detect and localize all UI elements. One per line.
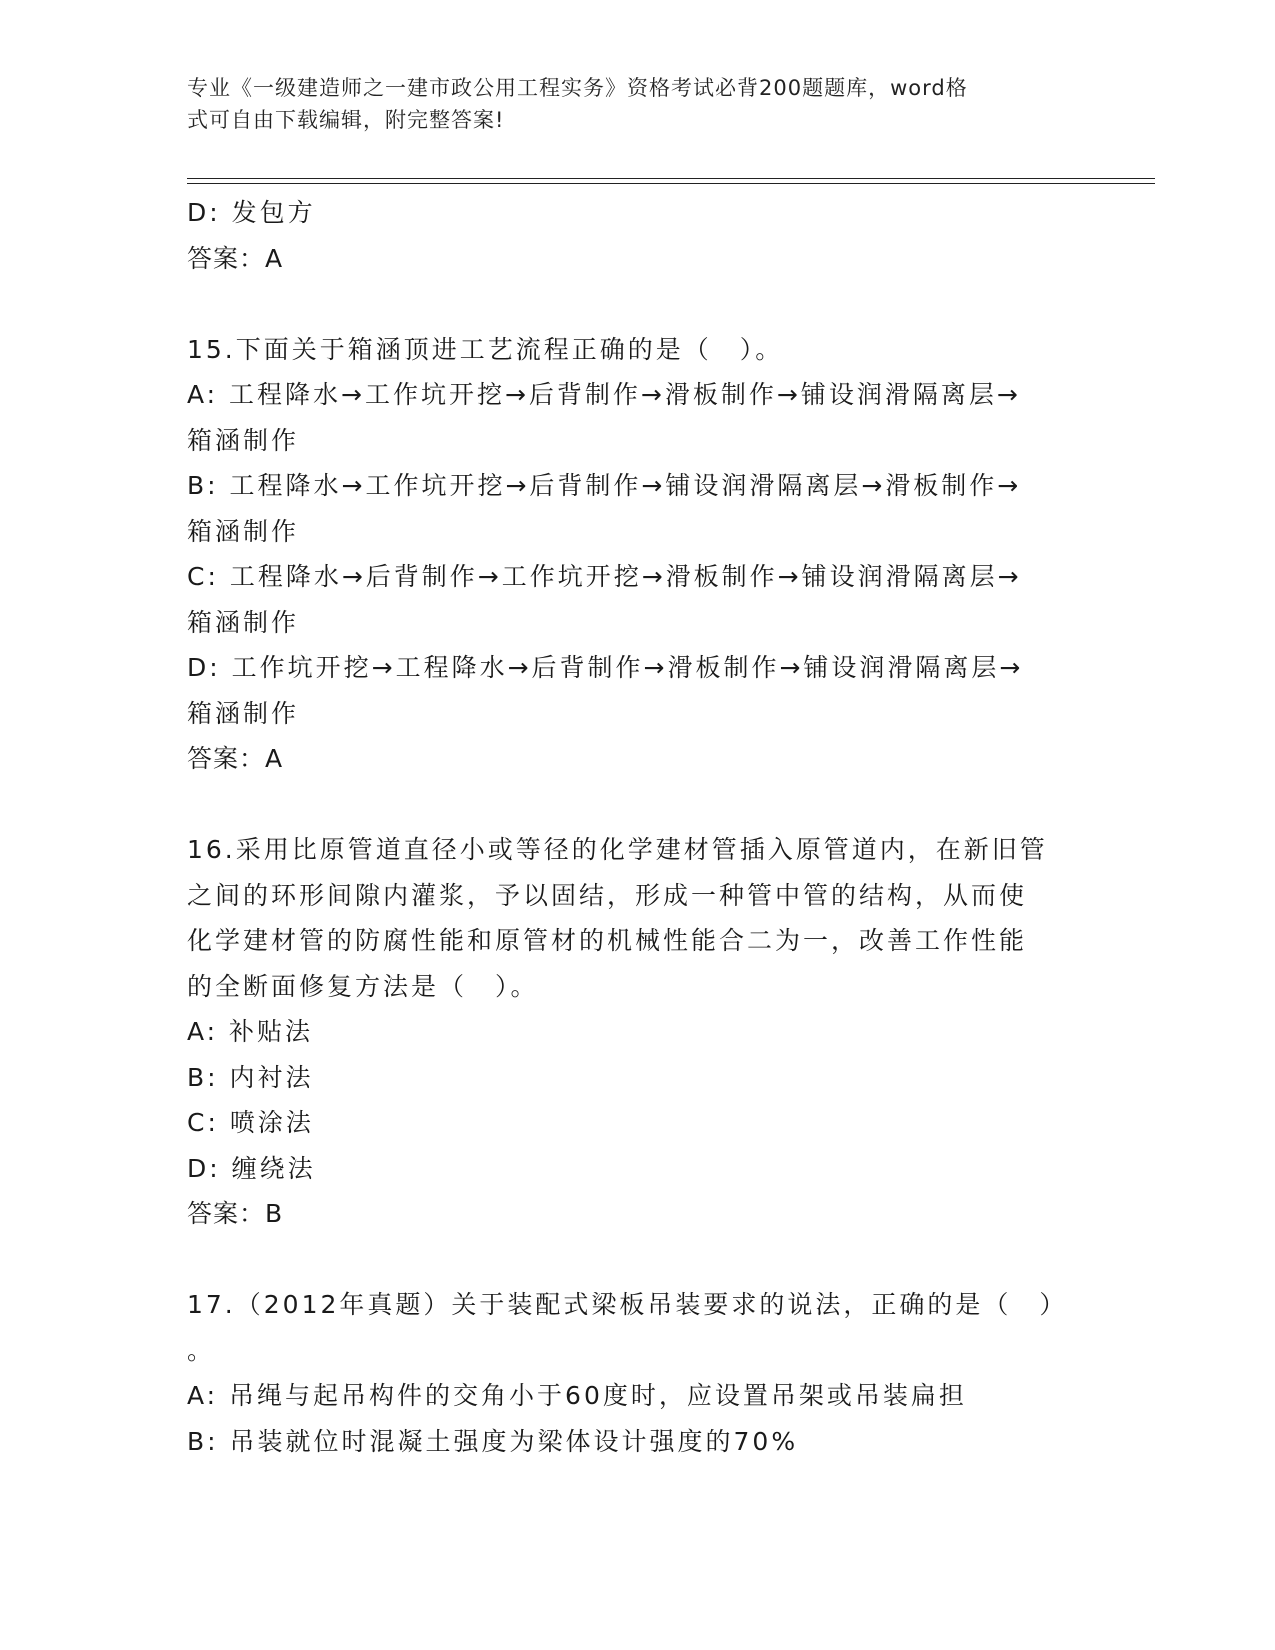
spacer xyxy=(187,782,1087,828)
prev-option-d: D: 发包方 xyxy=(187,198,316,227)
header-rule-bottom xyxy=(187,183,1155,184)
header-line-1: 专业《一级建造师之一建市政公用工程实务》资格考试必背200题题库，word格 xyxy=(187,76,968,100)
page-header xyxy=(187,72,1067,136)
q16-answer: 答案：B xyxy=(187,1199,284,1228)
q17-option-b: B: 吊装就位时混凝土强度为梁体设计强度的70% xyxy=(187,1426,799,1456)
q16-stem-4: 的全断面修复方法是（ ）。 xyxy=(187,971,539,1001)
q15-option-d: D: 工作坑开挖→工程降水→后背制作→滑板制作→铺设润滑隔离层→ xyxy=(187,653,1024,682)
header-line-2: 式可自由下载编辑，附完整答案! xyxy=(187,108,505,132)
q16-option-a: A: 补贴法 xyxy=(187,1017,314,1046)
q17-stem-1: 17.（2012年真题）关于装配式梁板吊装要求的说法，正确的是（ ） xyxy=(187,1290,1068,1319)
q16-stem-1: 16.采用比原管道直径小或等径的化学建材管插入原管道内，在新旧管 xyxy=(187,835,1048,864)
q15-option-b: B: 工程降水→工作坑开挖→后背制作→铺设润滑隔离层→滑板制作→ xyxy=(187,471,1022,500)
q15-option-c-cont: 箱涵制作 xyxy=(187,607,300,637)
q17-stem-2: 。 xyxy=(187,1335,216,1365)
q15-stem: 15.下面关于箱涵顶进工艺流程正确的是（ ）。 xyxy=(187,334,784,364)
spacer xyxy=(187,1237,1087,1283)
header-rule-top xyxy=(187,178,1155,179)
q15-option-c: C: 工程降水→后背制作→工作坑开挖→滑板制作→铺设润滑隔离层→ xyxy=(187,562,1022,591)
q16-stem-2: 之间的环形间隙内灌浆，予以固结，形成一种管中管的结构，从而使 xyxy=(187,880,1028,910)
q16-option-d: D: 缠绕法 xyxy=(187,1153,316,1183)
q15-answer: 答案：A xyxy=(187,744,284,773)
q15-option-a: A: 工程降水→工作坑开挖→后背制作→滑板制作→铺设润滑隔离层→ xyxy=(187,380,1021,409)
q16-option-c: C: 喷涂法 xyxy=(187,1108,314,1137)
q16-option-b: B: 内衬法 xyxy=(187,1062,314,1092)
q15-option-b-cont: 箱涵制作 xyxy=(187,516,300,546)
prev-answer: 答案：A xyxy=(187,243,284,273)
q15-option-d-cont: 箱涵制作 xyxy=(187,698,300,728)
q17-option-a: A: 吊绳与起吊构件的交角小于60度时，应设置吊架或吊装扁担 xyxy=(187,1381,967,1410)
spacer xyxy=(187,281,1087,327)
q15-option-a-cont: 箱涵制作 xyxy=(187,425,300,455)
q16-stem-3: 化学建材管的防腐性能和原管材的机械性能合二为一，改善工作性能 xyxy=(187,926,1028,955)
question-content xyxy=(187,190,1087,1464)
